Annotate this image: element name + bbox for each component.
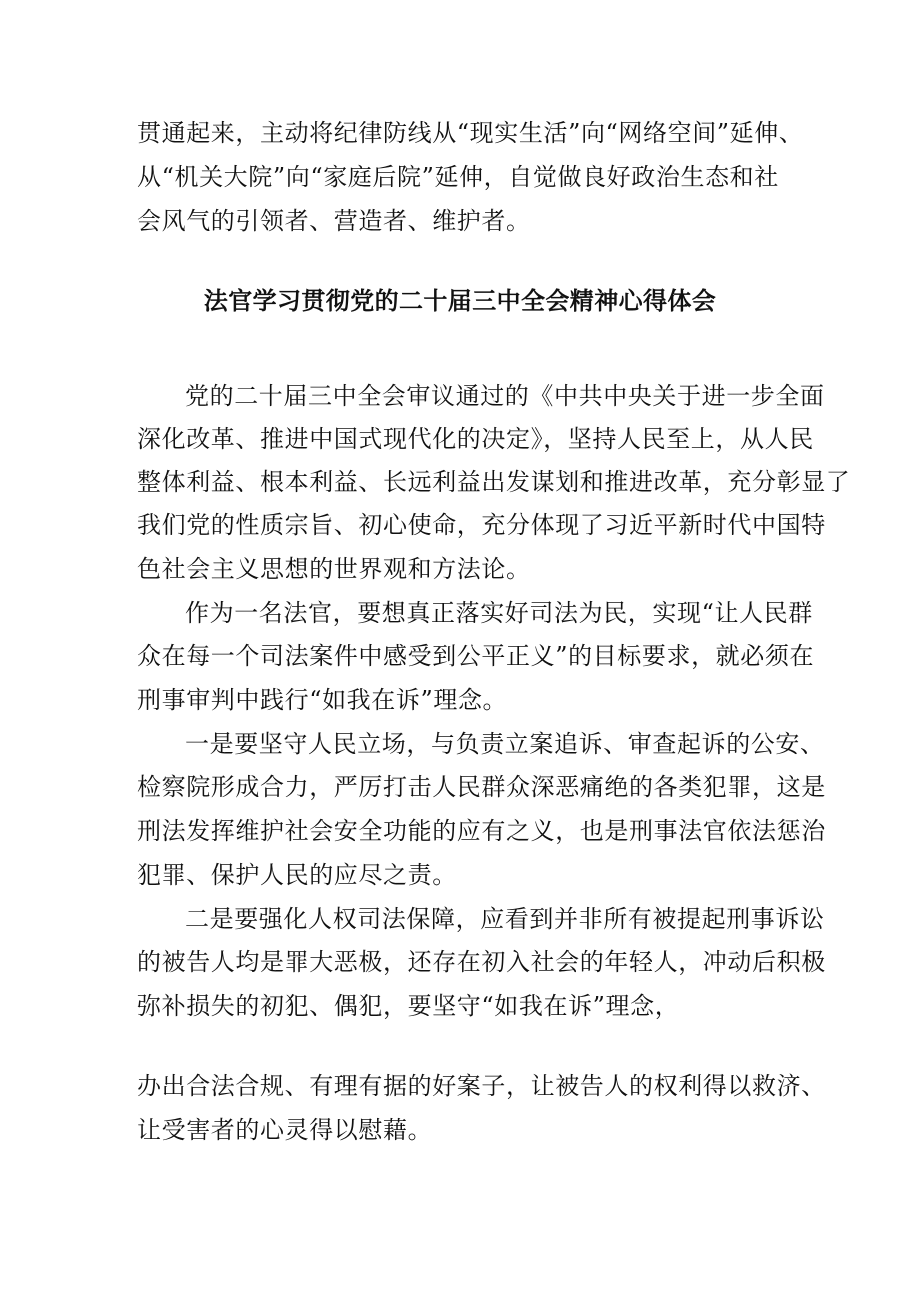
- para1-line-3: 整体利益、根本利益、长远利益出发谋划和推进改革，充分彰显了: [137, 468, 851, 496]
- para4-line-2: 的被告人均是罪大恶极，还存在初入社会的年轻人，冲动后积极: [137, 948, 826, 976]
- para4-line-3: 弥补损失的初犯、偶犯，要坚守“如我在诉”理念，: [137, 992, 680, 1020]
- document-title: 法官学习贯彻党的二十届三中全会精神心得体会: [203, 287, 717, 315]
- para2-line-3: 刑事审判中践行“如我在诉”理念。: [137, 686, 508, 714]
- para1-line-2: 深化改革、推进中国式现代化的决定》，坚持人民至上，从人民: [137, 425, 814, 453]
- para2-line-2: 众在每一个司法案件中感受到公平正义”的目标要求，就必须在: [137, 642, 815, 670]
- intro-line-3: 会风气的引领者、营造者、维护者。: [137, 207, 531, 235]
- para1-line-1: 党的二十届三中全会审议通过的《中共中央关于进一步全面: [185, 382, 825, 410]
- para4-line-1: 二是要强化人权司法保障，应看到并非所有被提起刑事诉讼: [185, 905, 825, 933]
- intro-line-2: 从“机关大院”向“家庭后院”延伸，自觉做良好政治生态和社: [137, 163, 779, 191]
- intro-line-1: 贯通起来，主动将纪律防线从“现实生活”向“网络空间”延伸、: [137, 119, 804, 147]
- para1-line-5: 色社会主义思想的世界观和方法论。: [137, 555, 531, 583]
- para2-line-1: 作为一名法官，要想真正落实好司法为民，实现“让人民群: [185, 599, 813, 627]
- para5-line-1: 办出合法合规、有理有据的好案子，让被告人的权利得以救济、: [137, 1072, 826, 1100]
- para3-line-3: 刑法发挥维护社会安全功能的应有之义，也是刑事法官依法惩治: [137, 817, 826, 845]
- para5-line-2: 让受害者的心灵得以慰藉。: [137, 1116, 433, 1144]
- para3-line-2: 检察院形成合力，严厉打击人民群众深恶痛绝的各类犯罪，这是: [137, 773, 826, 801]
- para3-line-4: 犯罪、保护人民的应尽之责。: [137, 861, 457, 889]
- para3-line-1: 一是要坚守人民立场，与负责立案追诉、审查起诉的公安、: [185, 730, 825, 758]
- para1-line-4: 我们党的性质宗旨、初心使命，充分体现了习近平新时代中国特: [137, 511, 826, 539]
